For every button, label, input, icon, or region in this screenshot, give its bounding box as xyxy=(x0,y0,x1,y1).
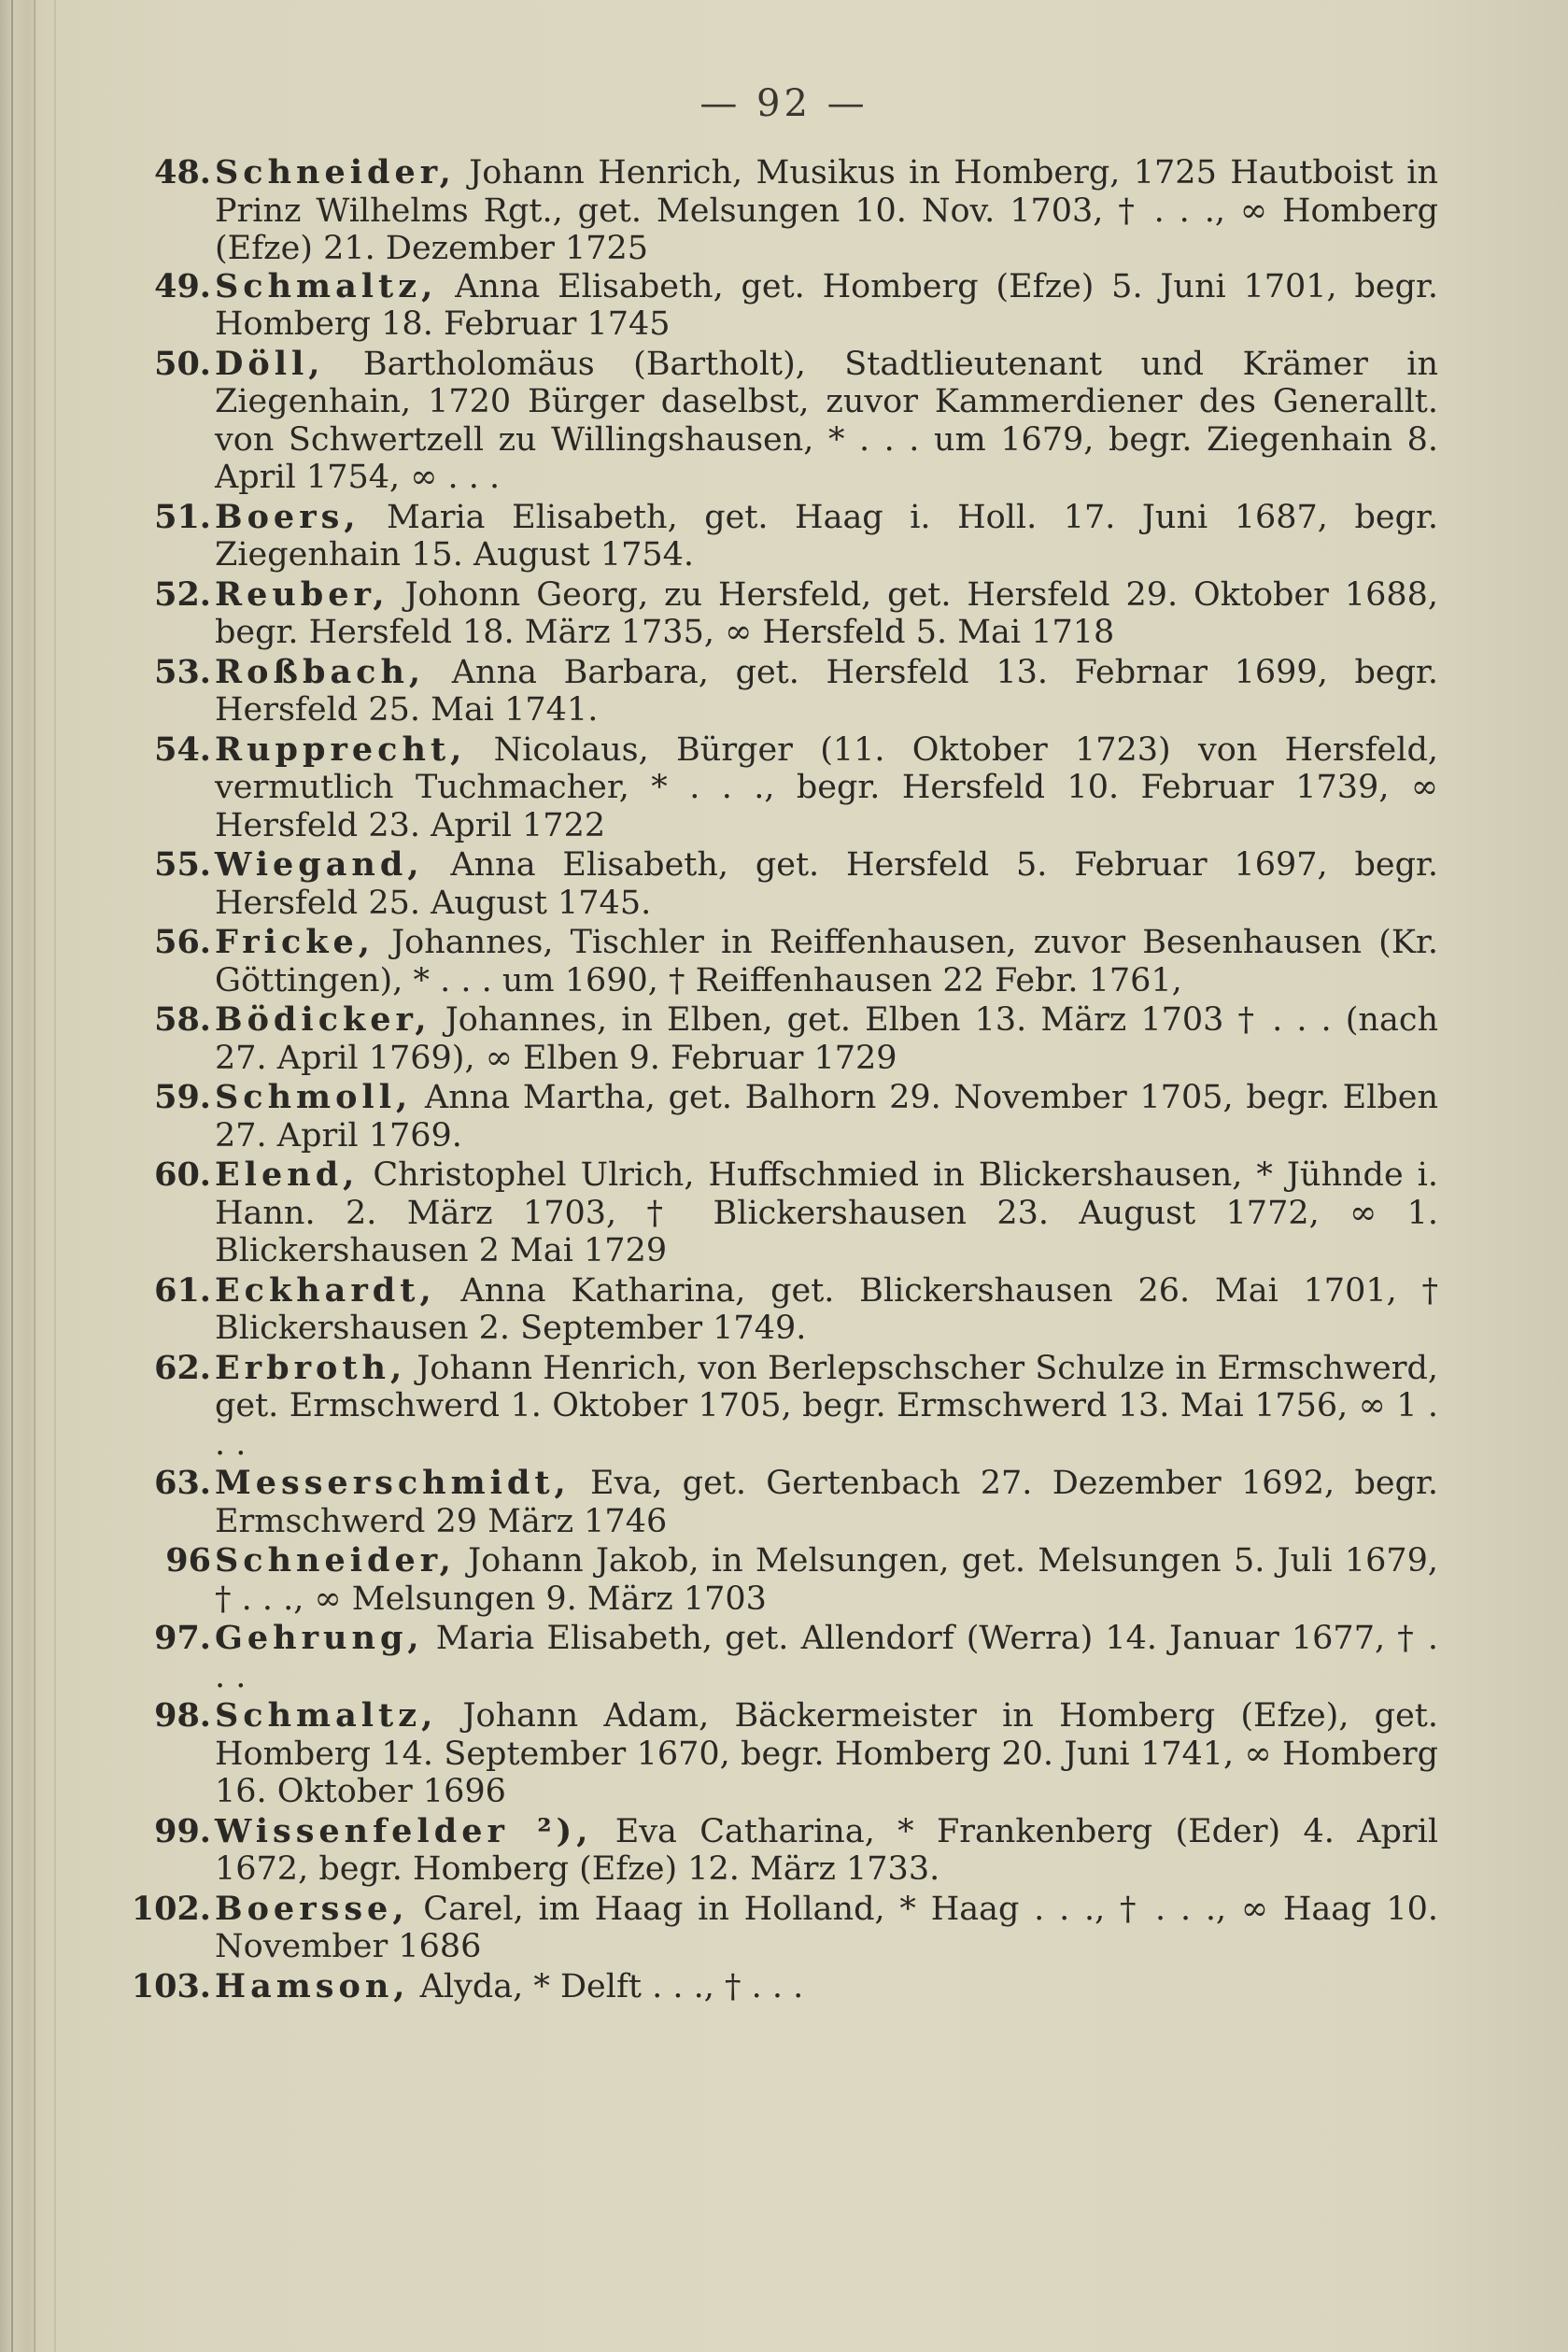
entry-surname: Hamson, xyxy=(215,1966,410,2005)
entry-surname: Rupprecht, xyxy=(215,730,467,769)
entry-text: Christophel Ulrich, Huffschmied in Blickershausen, * Jühnde i. Hann. 2. März 1703, † Blickershausen 23. August 1772, ∞ 1. Blickershausen 2 Mai 1729 xyxy=(215,1156,1438,1269)
entry-number: 49. xyxy=(154,266,211,305)
page-number: — 92 — xyxy=(699,82,869,125)
entry-number: 60. xyxy=(154,1155,211,1194)
entry-text: Alyda, * Delft . . ., † . . . xyxy=(409,1967,804,2005)
entry-surname: Schmaltz, xyxy=(215,1696,438,1735)
entry-surname: Eckhardt, xyxy=(215,1270,436,1310)
entry-text: Carel, im Haag in Holland, * Haag . . ., † . . ., ∞ Haag 10. November 1686 xyxy=(215,1890,1438,1965)
entry-surname: Messerschmidt, xyxy=(215,1464,571,1502)
entry-number: 52. xyxy=(154,574,211,614)
entry-number: 103. xyxy=(131,1966,211,2005)
genealogy-entries xyxy=(131,153,1439,2007)
entry-text: Johann Henrich, von Berlepschscher Schulze in Ermschwerd, get. Ermschwerd 1. Oktober 1705, begr. Ermschwerd 13. Mai 1756, ∞ 1 . . . xyxy=(215,1349,1438,1463)
entry-text: Johann Henrich, Musikus in Homberg, 1725 Hautboist in Prinz Wilhelms Rgt., get. Melsungen 10. Nov. 1703, † . . ., ∞ Homberg (Efze) 21. Dezember 1725 xyxy=(215,154,1438,267)
entry-text: Eva, get. Gertenbach 27. Dezember 1692, begr. Ermschwerd 29 März 1746 xyxy=(215,1465,1438,1540)
entry-surname: Schmaltz, xyxy=(215,266,438,305)
entry-number: 51. xyxy=(154,497,211,536)
entry-number: 58. xyxy=(154,1000,211,1039)
entry-number: 55. xyxy=(154,845,211,884)
entry-96 xyxy=(165,1541,1438,1618)
entry-62 xyxy=(154,1348,1438,1464)
entry-number: 97. xyxy=(154,1619,211,1657)
entry-surname: Boersse, xyxy=(215,1889,409,1928)
entry-text: Johannes, Tischler in Reiffenhausen, zuvor Besenhausen (Kr. Göttingen), * . . . um 1690, † Reiffenhausen 22 Febr. 1761, xyxy=(215,924,1438,999)
entry-63 xyxy=(154,1464,1438,1540)
entry-53 xyxy=(154,652,1438,730)
entry-number: 62. xyxy=(154,1348,211,1387)
entry-number: 99. xyxy=(154,1811,211,1850)
entry-surname: Schneider, xyxy=(215,1541,456,1580)
entry-text: Johonn Georg, zu Hersfeld, get. Hersfeld 29. Oktober 1688, begr. Hersfeld 18. März 1735, ∞ Hersfeld 5. Mai 1718 xyxy=(215,575,1438,651)
entry-surname: Wissenfelder ²), xyxy=(215,1811,593,1850)
entry-number: 61. xyxy=(154,1270,211,1310)
entry-56 xyxy=(154,923,1438,999)
entry-50 xyxy=(154,344,1438,497)
entry-99 xyxy=(154,1811,1439,1889)
entry-49 xyxy=(154,266,1438,344)
entry-text: Anna Elisabeth, get. Homberg (Efze) 5. Juni 1701, begr. Homberg 18. Februar 1745 xyxy=(215,267,1438,343)
entry-number: 50. xyxy=(154,344,211,383)
entry-number: 98. xyxy=(154,1696,211,1735)
entry-54 xyxy=(154,730,1438,845)
entry-surname: Boers, xyxy=(215,497,360,536)
entry-103 xyxy=(131,1966,1438,2006)
binding-edge xyxy=(34,0,35,2352)
entry-55 xyxy=(154,845,1438,922)
entry-text: Anna Katharina, get. Blickershausen 26. Mai 1701, † Blickershausen 2. September 1749. xyxy=(215,1271,1438,1347)
entry-surname: Elend, xyxy=(215,1155,360,1194)
entry-text: Johann Adam, Bäckermeister in Homberg (Efze), get. Homberg 14. September 1670, begr. Homberg 20. Juni 1741, ∞ Homberg 16. Oktober 1696 xyxy=(215,1697,1438,1810)
entry-text: Nicolaus, Bürger (11. Oktober 1723) von Hersfeld, vermutlich Tuchmacher, * . . ., begr. Hersfeld 10. Februar 1739, ∞ Hersfeld 23. April 1722 xyxy=(215,730,1438,844)
entry-number: 63. xyxy=(154,1464,211,1502)
binding-edge xyxy=(54,0,56,2352)
entry-text: Johannes, in Elben, get. Elben 13. März 1703 † . . . (nach 27. April 1769), ∞ Elben 9. Februar 1729 xyxy=(215,1001,1438,1077)
entry-98 xyxy=(154,1696,1438,1811)
entry-52 xyxy=(154,574,1438,652)
entry-102 xyxy=(131,1889,1438,1966)
entry-48 xyxy=(154,153,1438,268)
entry-text: Maria Elisabeth, get. Haag i. Holl. 17. Juni 1687, begr. Ziegenhain 15. August 1754. xyxy=(215,498,1438,574)
entry-number: 48. xyxy=(154,153,211,191)
entry-surname: Schneider, xyxy=(215,153,456,191)
entry-surname: Erbroth, xyxy=(215,1348,407,1387)
entry-number: 96 xyxy=(165,1541,211,1580)
entry-number: 102. xyxy=(131,1889,211,1928)
entry-number: 59. xyxy=(154,1078,211,1116)
entry-number: 53. xyxy=(154,652,211,691)
entry-number: 56. xyxy=(154,923,211,961)
entry-number: 54. xyxy=(154,730,211,769)
entry-97 xyxy=(154,1619,1438,1695)
entry-59 xyxy=(154,1078,1438,1155)
entry-text: Eva Catharina, * Frankenberg (Eder) 4. April 1672, begr. Homberg (Efze) 12. März 1733. xyxy=(215,1812,1439,1888)
entry-surname: Schmoll, xyxy=(215,1078,413,1116)
entry-text: Maria Elisabeth, get. Allendorf (Werra) 14. Januar 1677, † . . . xyxy=(215,1620,1438,1695)
binding-edge xyxy=(11,0,13,2352)
entry-surname: Bödicker, xyxy=(215,1000,431,1039)
entry-text: Anna Elisabeth, get. Hersfeld 5. Februar 1697, begr. Hersfeld 25. August 1745. xyxy=(215,846,1438,922)
entry-surname: Gehrung, xyxy=(215,1619,424,1657)
entry-surname: Roßbach, xyxy=(215,652,426,691)
entry-text: Anna Martha, get. Balhorn 29. November 1705, begr. Elben 27. April 1769. xyxy=(215,1079,1438,1155)
entry-surname: Döll, xyxy=(215,344,325,383)
entry-60 xyxy=(154,1155,1438,1270)
entry-text: Bartholomäus (Bartholt), Stadtlieutenant und Krämer in Ziegenhain, 1720 Bürger daselbst, zuvor Kammerdiener des Generallt. von Schwertzell zu Willingshausen, * . . . um 1679, begr. Ziegenhain 8. April 1754, ∞ . . . xyxy=(215,345,1438,496)
entry-51 xyxy=(154,497,1438,574)
entry-surname: Reuber, xyxy=(215,574,389,614)
entry-surname: Wiegand, xyxy=(215,845,424,884)
entry-surname: Fricke, xyxy=(215,923,374,961)
entry-text: Johann Jakob, in Melsungen, get. Melsungen 5. Juli 1679, † . . ., ∞ Melsungen 9. März 1703 xyxy=(215,1542,1438,1618)
entry-58 xyxy=(154,1000,1438,1077)
entry-text: Anna Barbara, get. Hersfeld 13. Febrnar 1699, begr. Hersfeld 25. Mai 1741. xyxy=(215,653,1438,729)
entry-61 xyxy=(154,1270,1438,1348)
